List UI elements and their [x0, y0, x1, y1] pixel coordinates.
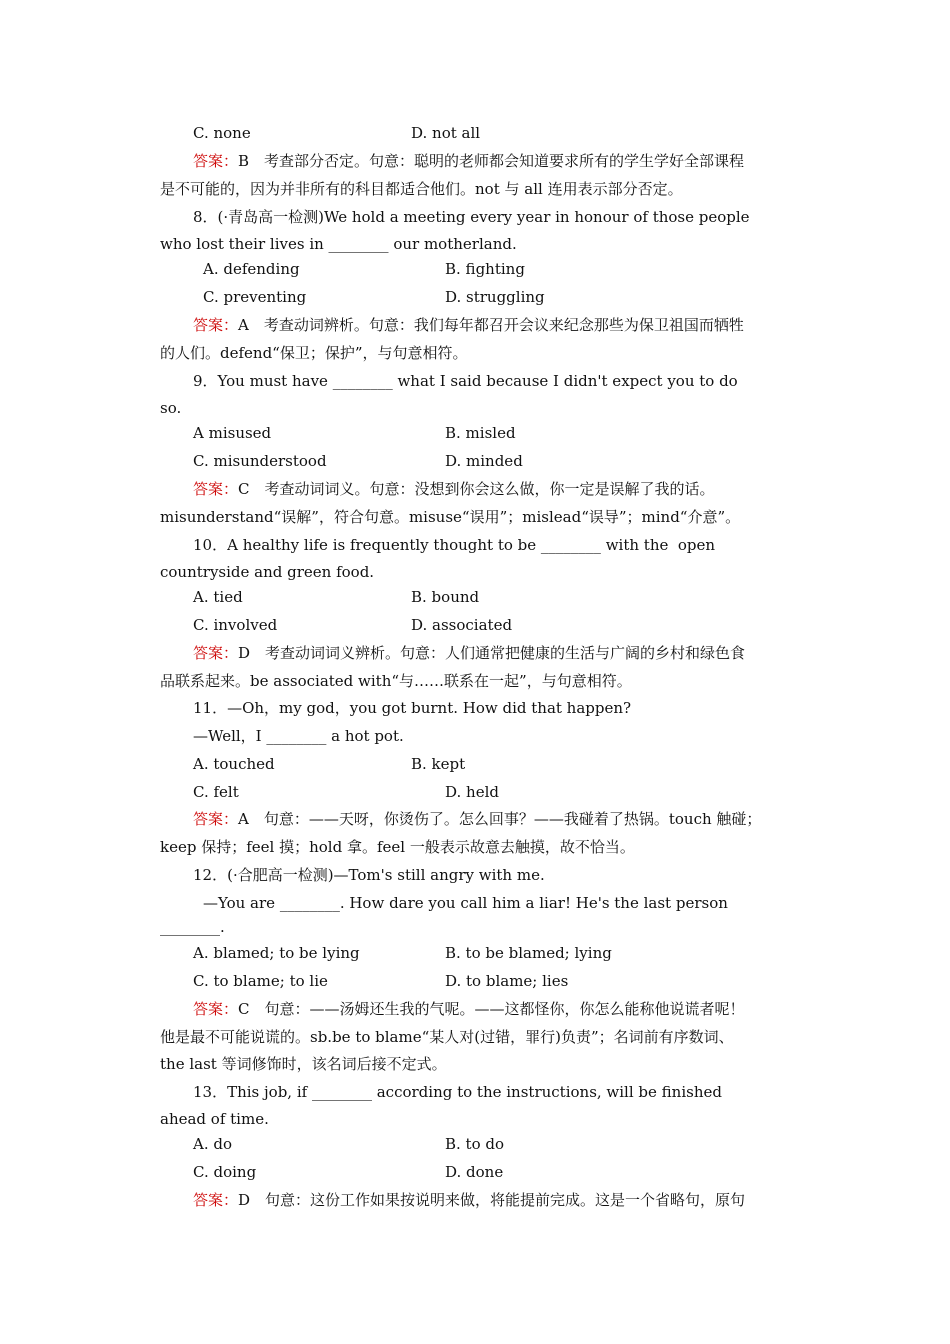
q10-option-a: A. tied: [193, 588, 243, 606]
answer-label: 答案：: [193, 480, 239, 498]
q13-stem-line2: ahead of time.: [160, 1110, 269, 1128]
answer-text: C 考查动词词义。句意：没想到你会这么做，你一定是误解了我的话。: [238, 480, 715, 498]
answer-label: 答案：: [193, 810, 239, 828]
q13-answer: [193, 1190, 843, 1210]
q9-option-b: B. misled: [445, 424, 516, 442]
q7-answer-line2: 是不可能的，因为并非所有的科目都适合他们。not 与 all 连用表示部分否定。: [160, 180, 683, 198]
q8-option-a: A. defending: [203, 260, 300, 278]
answer-label: 答案：: [193, 316, 239, 334]
q10-stem-line2: countryside and green food.: [160, 563, 375, 581]
answer-text: B 考查部分否定。句意：聪明的老师都会知道要求所有的学生学好全部课程: [238, 152, 745, 170]
answer-text: D 考查动词词义辨析。句意：人们通常把健康的生活与广阔的乡村和绿色食: [238, 644, 746, 662]
q12-stem-line2: —You are ________. How dare you call him a liar! He's the last person: [203, 894, 728, 912]
q11-option-a: A. touched: [193, 755, 275, 773]
q8-stem-line2: who lost their lives in ________ our motherland.: [160, 235, 517, 253]
q8-stem: 8．(·青岛高一检测)We hold a meeting every year in honour of those people: [193, 208, 750, 226]
q11-option-b: B. kept: [411, 755, 466, 773]
q12-option-c: C. to blame; to lie: [193, 972, 328, 990]
q13-option-b: B. to do: [445, 1135, 505, 1153]
q11-stem-line2: —Well，I ________ a hot pot.: [193, 727, 404, 745]
q13-option-a: A. do: [193, 1135, 233, 1153]
q8-option-c: C. preventing: [203, 288, 307, 306]
q8-answer-line2: 的人们。defend“保卫；保护”，与句意相符。: [160, 344, 468, 362]
q11-answer: [193, 809, 843, 829]
answer-text: A 句意：——天呀，你烫伤了。怎么回事？——我碰着了热锅。touch 触碰；: [238, 810, 762, 828]
q12-stem: 12．(·合肥高一检测)—Tom's still angry with me.: [193, 866, 545, 884]
q10-answer-line2: 品联系起来。be associated with“与……联系在一起”，与句意相符。: [160, 672, 632, 690]
q9-answer-line2: misunderstand“误解”，符合句意。misuse“误用”；mislead“误导”；mind“介意”。: [160, 508, 741, 526]
q8-option-b: B. fighting: [445, 260, 525, 278]
q12-answer-line3: the last 等词修饰时，该名词后接不定式。: [160, 1055, 447, 1073]
q11-answer-line2: keep 保持；feel 摸；hold 拿。feel 一般表示故意去触摸，故不恰当。: [160, 838, 635, 856]
q12-answer: [193, 999, 843, 1019]
answer-label: 答案：: [193, 152, 239, 170]
q11-stem: 11．—Oh，my god，you got burnt. How did that happen?: [193, 699, 632, 717]
q8-answer: [193, 315, 843, 335]
q7-option-c: C. none: [193, 124, 251, 142]
q10-option-b: B. bound: [411, 588, 480, 606]
answer-label: 答案：: [193, 644, 239, 662]
q13-option-d: D. done: [445, 1163, 504, 1181]
q8-option-d: D. struggling: [445, 288, 545, 306]
q9-option-d: D. minded: [445, 452, 523, 470]
answer-text: C 句意：——汤姆还生我的气呢。——这都怪你，你怎么能称他说谎者呢！: [238, 1000, 745, 1018]
q7-option-d: D. not all: [411, 124, 481, 142]
q9-option-c: C. misunderstood: [193, 452, 327, 470]
q11-option-c: C. felt: [193, 783, 239, 801]
q11-option-d: D. held: [445, 783, 499, 801]
q10-answer: [193, 643, 843, 663]
q10-option-c: C. involved: [193, 616, 278, 634]
q10-option-d: D. associated: [411, 616, 513, 634]
q12-option-d: D. to blame; lies: [445, 972, 569, 990]
q13-stem: 13．This job, if ________ according to the instructions, will be finished: [193, 1083, 722, 1101]
answer-text: A 考查动词辨析。句意：我们每年都召开会议来纪念那些为保卫祖国而牺牲: [238, 316, 744, 334]
q7-answer: [193, 151, 843, 171]
q9-answer: [193, 479, 843, 499]
q9-option-a: A misused: [193, 424, 272, 442]
q13-option-c: C. doing: [193, 1163, 257, 1181]
q12-option-a: A. blamed; to be lying: [193, 944, 360, 962]
answer-label: 答案：: [193, 1191, 239, 1209]
q9-stem-line2: so.: [160, 399, 182, 417]
q9-stem: 9．You must have ________ what I said because I didn't expect you to do: [193, 372, 738, 390]
answer-text: D 句意：这份工作如果按说明来做，将能提前完成。这是一个省略句，原句: [238, 1191, 746, 1209]
q12-answer-line2: 他是最不可能说谎的。sb.be to blame“某人对(过错，罪行)负责”；名词前有序数词、: [160, 1028, 734, 1046]
q12-option-b: B. to be blamed; lying: [445, 944, 612, 962]
answer-label: 答案：: [193, 1000, 239, 1018]
q10-stem: 10．A healthy life is frequently thought to be ________ with the open: [193, 536, 716, 554]
q12-stem-line3: ________.: [160, 918, 225, 936]
